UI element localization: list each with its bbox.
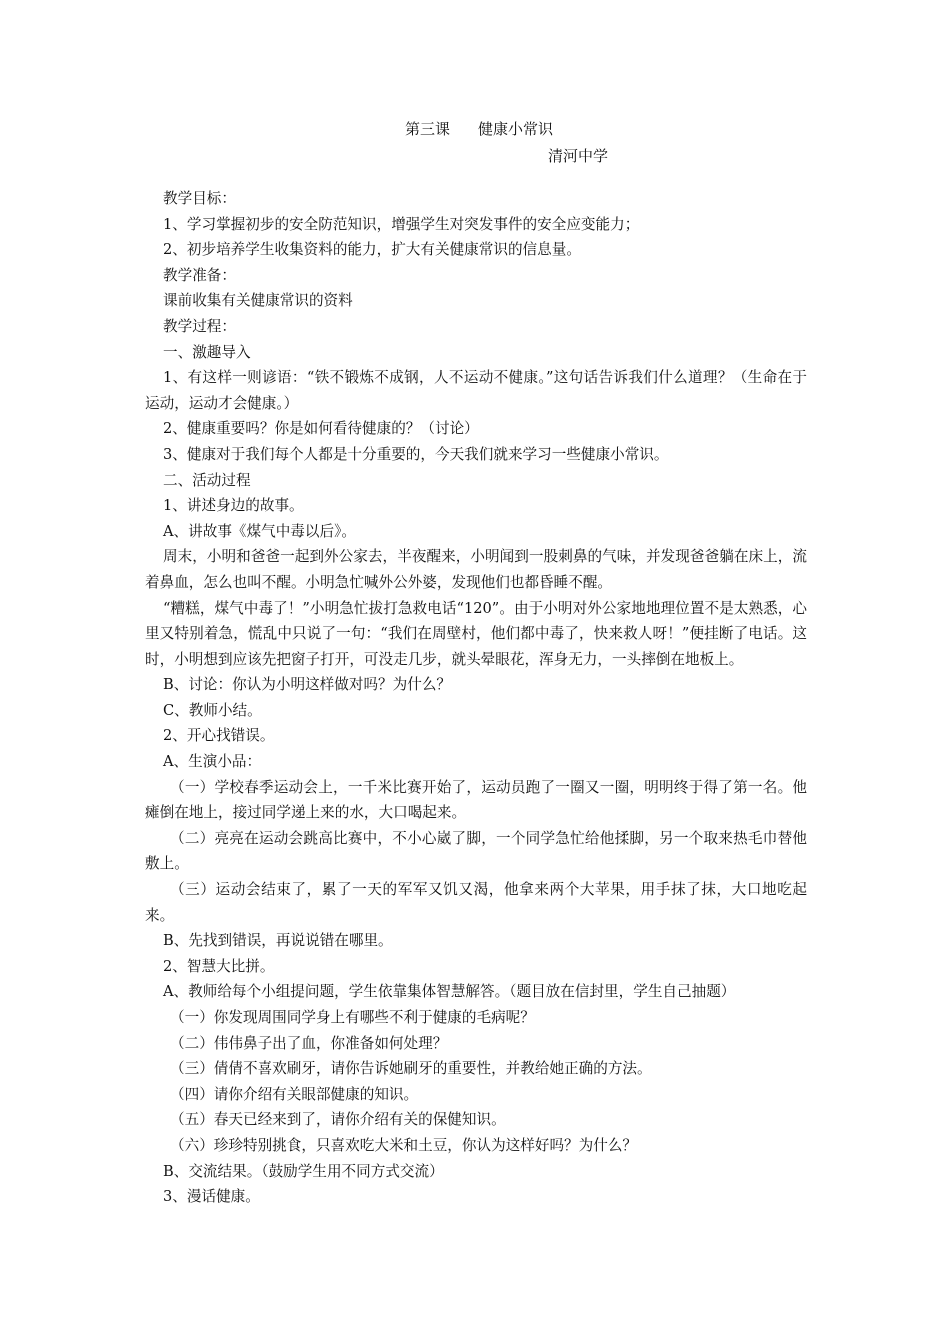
skit-paragraph: （三）运动会结束了，累了一天的军军又饥又渴，他拿来两个大苹果，用手抹了抹，大口地吃起来。: [145, 881, 807, 924]
question-item: （四）请你介绍有关眼部健康的知识。: [170, 1085, 419, 1103]
paragraph: 3、漫话健康。: [163, 1188, 260, 1206]
story-paragraph: “糟糕，煤气中毒了！”小明急忙拔打急救电话“120”。由于小明对外公家地地理位置不是太熟悉，心里又特别着急，慌乱中只说了一句：“我们在周壁村，他们都中毒了，快来救人呀！”便挂断了电话。这时，小明想到应该先把窗子打开，可没走几步，就头晕眼花，浑身无力，一头摔倒在地板上。: [145, 599, 807, 668]
lesson-topic: 健康小常识: [478, 120, 554, 138]
paragraph: 1、讲述身边的故事。: [163, 497, 304, 515]
document-body: [145, 186, 807, 1210]
question-item: （三）倩倩不喜欢刷牙，请你告诉她刷牙的重要性，并教给她正确的方法。: [170, 1060, 652, 1078]
paragraph: 2、智慧大比拼。: [163, 957, 275, 975]
paragraph: A、讲故事《煤气中毒以后》。: [163, 522, 356, 540]
paragraph: 1、学习掌握初步的安全防范知识，增强学生对突发事件的安全应变能力；: [163, 215, 640, 233]
paragraph: C、教师小结。: [163, 701, 262, 719]
paragraph: 2、初步培养学生收集资料的能力，扩大有关健康常识的信息量。: [163, 241, 581, 259]
paragraph: 教学准备：: [163, 266, 236, 284]
paragraph: 1、有这样一则谚语：“铁不锻炼不成钢，人不运动不健康。”这句话告诉我们什么道理？（生命在于运动，运动才会健康。）: [145, 369, 807, 412]
paragraph: 课前收集有关健康常识的资料: [163, 292, 353, 310]
section-heading: 二、活动过程: [163, 471, 251, 489]
paragraph: B、交流结果。（鼓励学生用不同方式交流）: [163, 1162, 444, 1180]
question-item: （二）伟伟鼻子出了血，你准备如何处理？: [170, 1034, 448, 1052]
question-item: （五）春天已经来到了，请你介绍有关的保健知识。: [170, 1111, 506, 1129]
paragraph: A、教师给每个小组提问题，学生依靠集体智慧解答。（题目放在信封里，学生自己抽题）: [163, 983, 736, 1001]
story-paragraph: 周末，小明和爸爸一起到外公家去，半夜醒来，小明闻到一股刺鼻的气味，并发现爸爸躺在床上，流着鼻血，怎么也叫不醒。小明急忙喊外公外婆，发现他们也都昏睡不醒。: [145, 548, 807, 591]
section-heading: 一、激趣导入: [163, 343, 251, 361]
lesson-number: 第三课: [405, 120, 451, 138]
paragraph: 3、健康对于我们每个人都是十分重要的，今天我们就来学习一些健康小常识。: [163, 445, 669, 463]
lesson-title: [405, 118, 553, 139]
question-item: （一）你发现周围同学身上有哪些不利于健康的毛病呢？: [170, 1009, 535, 1026]
paragraph: A、生演小品：: [163, 753, 262, 771]
paragraph: B、讨论：你认为小明这样做对吗？为什么？: [163, 676, 452, 694]
paragraph: 2、开心找错误。: [163, 727, 275, 745]
paragraph: 教学过程：: [163, 317, 236, 335]
skit-paragraph: （一）学校春季运动会上，一千米比赛开始了，运动员跑了一圈又一圈，明明终于得了第一名。他瘫倒在地上，接过同学递上来的水，大口喝起来。: [145, 778, 807, 822]
paragraph: 2、健康重要吗？你是如何看待健康的？（讨论）: [163, 420, 479, 438]
paragraph: 教学目标：: [163, 190, 236, 207]
skit-paragraph: （二）亮亮在运动会跳高比赛中，不小心崴了脚，一个同学急忙给他揉脚，另一个取来热毛巾替他敷上。: [145, 829, 807, 873]
school-name: 清河中学: [548, 147, 609, 165]
question-item: （六）珍珍特别挑食，只喜欢吃大米和土豆，你认为这样好吗？为什么？: [170, 1136, 638, 1154]
paragraph: B、先找到错误，再说说错在哪里。: [163, 932, 393, 950]
